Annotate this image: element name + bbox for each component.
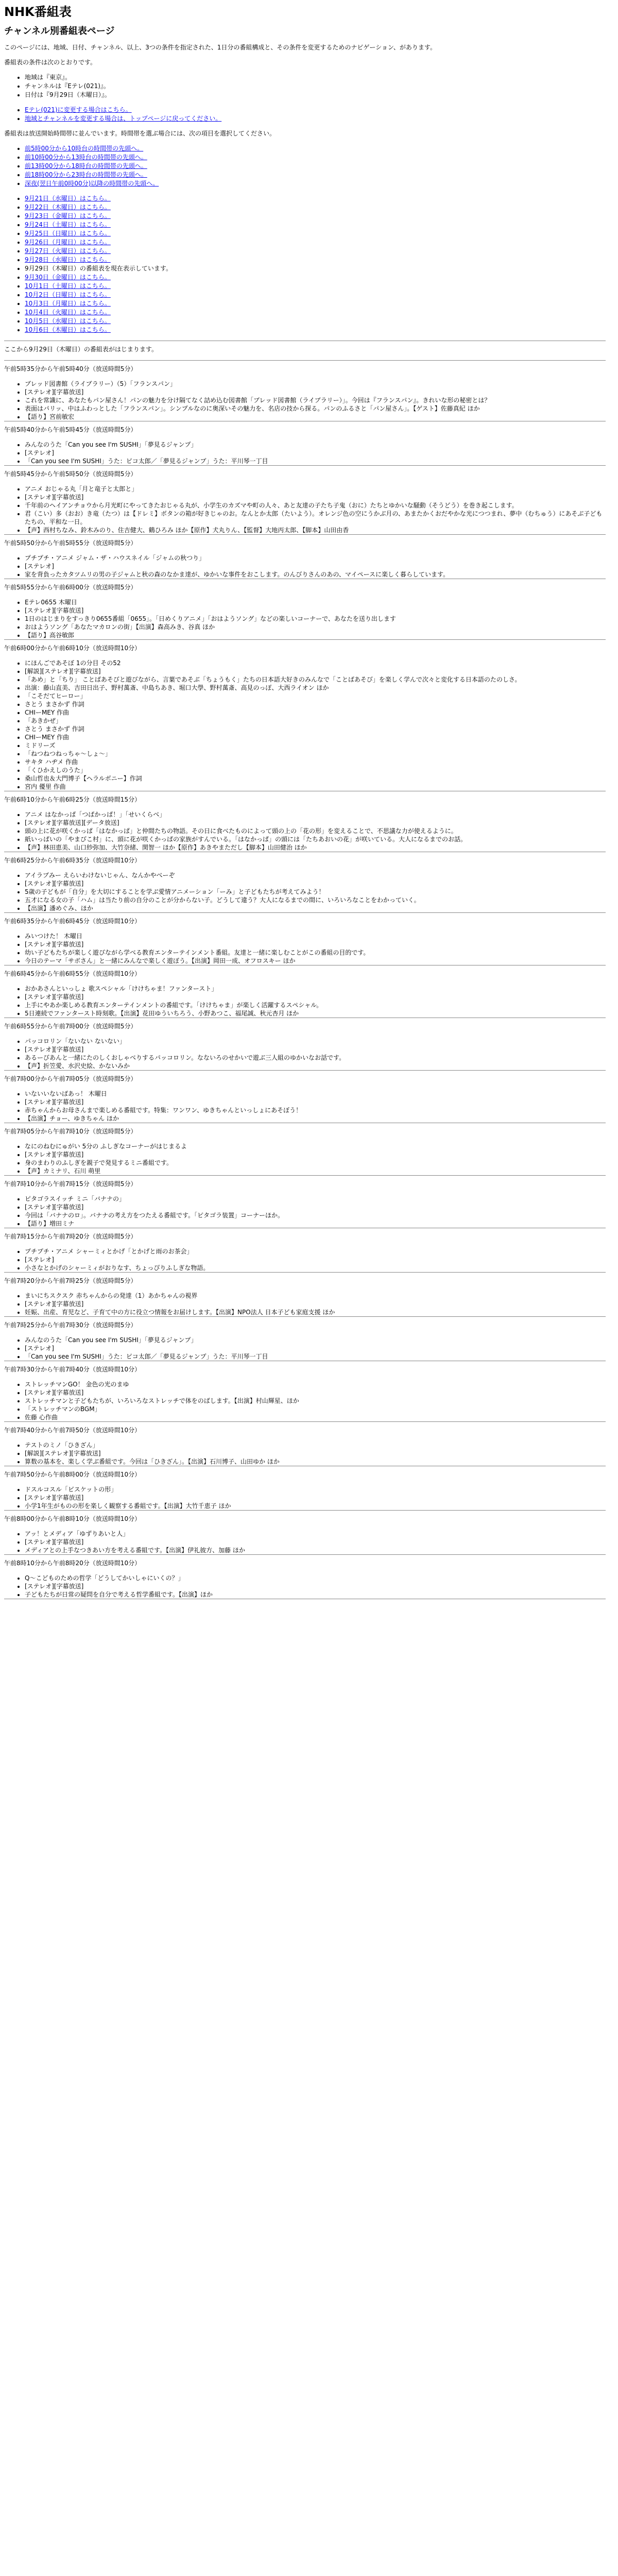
program-title: • おかあさんといっしょ 歌スペシャル「けけちゃま！ファンタースト」: [25, 985, 606, 993]
program-detail: • 小学1年生がものの形を楽しく観察する番組です。【出演】大竹千恵子 ほか: [25, 1502, 606, 1510]
condition-item: [25, 73, 606, 82]
program-title: • ピタゴラスイッチ ミニ「バナナの」: [25, 1195, 606, 1203]
divider: [4, 465, 606, 466]
program-details: [4, 440, 606, 465]
program-detail: • [ステレオ][字幕放送]: [25, 606, 606, 615]
program-time: 午前8時10分から午前8時20分（放送時間10分）: [4, 1560, 141, 1567]
date-links-list: [4, 194, 606, 334]
program-title: • みんなのうた「Can you see I'm SUSHI」「夢見るジャンプ」: [25, 1336, 606, 1344]
date-link[interactable]: 10月4日（火曜日）はこちら。: [25, 309, 111, 316]
program: [4, 1365, 606, 1422]
program-detail: • 妊娠、出産、育児など、子育て中の方に役立つ情報をお届けします。【出演】NPO法人 日本子ども家庭支援 ほか: [25, 1308, 606, 1316]
program-detail: • 【語り】宮前敏宏: [25, 413, 606, 421]
program-detail: • 算数の基本を、楽しく学ぶ番組です。今回は「ひきざん」。【出演】石川博子、山田ゆか ほか: [25, 1458, 606, 1466]
program-detail: • 幼い子どもたちが楽しく遊びながら学べる教育エンターテインメント番組。友達と一緒に楽しむことがこの番組の目的です。: [25, 948, 606, 957]
program-detail: • 1日のはじまりをすっきり0655番組「0655」。「日めくりアニメ」「おはようソング」などの楽しいコーナーで、あなたを送り出します: [25, 615, 606, 623]
program-detail: • 「こそだてヒーロー」: [25, 692, 606, 700]
page-intro: このページには、地域、日付、チャンネル、以上、3つの条件を指定された、1日分の番組構成と、その条件を変更するためのナビゲーション、があります。: [4, 44, 436, 51]
program-detail: • 「ストレッチマンのBGM」: [25, 1405, 606, 1413]
program-detail: • 表面はパリッ、中はふわっとした「フランスパン」。シンプルなのに奥深いその魅力を、名店の技から探る。パンのふるさと「パン屋さん」。【ゲスト】佐藤真紀 ほか: [25, 404, 606, 413]
program-details: [4, 485, 606, 534]
date-link[interactable]: 9月24日（土曜日）はこちら。: [25, 221, 111, 228]
program-details: [4, 985, 606, 1018]
program-time: 午前5時55分から午前6時00分（放送時間5分）: [4, 584, 137, 591]
program-detail: • さとう まさかず 作詞: [25, 725, 606, 733]
date-link[interactable]: 9月25日（日曜日）はこちら。: [25, 230, 111, 237]
date-item: [25, 247, 606, 256]
program-details: [4, 659, 606, 791]
program-details: [4, 1530, 606, 1554]
program-details: [4, 871, 606, 912]
program-detail: • 赤ちゃんからお母さんまで楽しめる番組です。特集：ワンワン、ゆきちゃんといっしょにあそぼう！: [25, 1106, 606, 1114]
program-detail: • 家を背負ったカタツムリの男の子ジャムと秋の森のなかま達が、ゆかいな事件をおこします。のんびりさんのあの、マイペースに楽しく暮らしています。: [25, 570, 606, 579]
program: [4, 1515, 606, 1555]
program-title: • まいにちスクスク 赤ちゃんからの発達（1）あかちゃんの視界: [25, 1292, 606, 1300]
date-item: [25, 273, 606, 282]
program-detail: • [ステレオ][字幕放送]: [25, 493, 606, 501]
program-details: [4, 932, 606, 965]
date-link[interactable]: 9月26日（月曜日）はこちら。: [25, 239, 111, 246]
program-title: • ブレッド図書館（ライブラリー）（5）「フランスパン」: [25, 380, 606, 388]
date-link[interactable]: 9月21日（水曜日）はこちら。: [25, 195, 111, 202]
program-detail: • CHIーMEY 作曲: [25, 733, 606, 741]
program-detail: • [ステレオ][字幕放送]: [25, 993, 606, 1001]
program-detail: • 宮内 優里 作曲: [25, 783, 606, 791]
program-details: [4, 1247, 606, 1272]
change-links-list: [4, 106, 606, 123]
time-slot-link[interactable]: 深夜(翌日午前0時00分)以降の時間帯の先頭へ。: [25, 180, 159, 187]
change-link[interactable]: Eテレ(021)に変更する場合はこちら。: [25, 106, 132, 113]
program-detail: • これを常識に、あなたもパン屋さん！パンの魅力を分け隔てなく詰め込む図書館「ブレッド図書館（ライブラリー）」。今回は『フランスパン』。きれいな形の秘密とは？: [25, 396, 606, 404]
date-item: [25, 299, 606, 308]
date-link[interactable]: 9月28日（水曜日）はこちら。: [25, 256, 111, 263]
program: [4, 917, 606, 965]
date-item: [25, 221, 606, 229]
program-details: [4, 1441, 606, 1466]
site-title: NHK番組表: [4, 5, 72, 19]
program-detail: • [ステレオ][字幕放送]: [25, 879, 606, 888]
time-slot-item: [25, 144, 606, 153]
program-detail: • [解説][ステレオ][字幕放送]: [25, 667, 606, 675]
program-detail: • [ステレオ][字幕放送]: [25, 1203, 606, 1211]
schedule-start: ここから9月29日（木曜日）の番組表がはじまります。: [4, 346, 158, 353]
program-detail: • あるーびあんと一緒にたのしくおしゃべりするパッコロリン。なないろのせかいで遊ぶ三人組のゆかいなお話です。: [25, 1054, 606, 1062]
program-details: [4, 380, 606, 421]
program-detail: • [ステレオ]: [25, 1344, 606, 1352]
program-list: [4, 365, 606, 1599]
program-title: • アイラブみー えらいわけないじゃん、なんかやべーぞ: [25, 871, 606, 879]
program: [4, 1232, 606, 1273]
divider: [4, 639, 606, 640]
program-time: 午前7時25分から午前7時30分（放送時間5分）: [4, 1321, 137, 1329]
time-slot-item: [25, 171, 606, 179]
divider: [4, 1421, 606, 1422]
program: [4, 426, 606, 466]
program: [4, 1277, 606, 1317]
program-detail: • 【語り】増田ミナ: [25, 1219, 606, 1228]
program-title: • なにのねむにゅがい 5分の ふしぎなコーナーがはじまるよ: [25, 1142, 606, 1150]
program-details: [4, 598, 606, 639]
program-detail: • 千年前のヘイアンチョウから月光町にやってきたおじゃる丸が、小学生のカズマや町の人々、あと友達の子たち子鬼（おに）たちとゆかいな騒動（そうどう）を巻き起こします。: [25, 501, 606, 510]
divider: [4, 912, 606, 913]
program-title: • いないいないばあっ！ 木曜日: [25, 1090, 606, 1098]
program-title: • にほんごであそぼ 1の分目 その52: [25, 659, 606, 667]
program-details: [4, 1485, 606, 1510]
program-detail: • 【出演】潘めぐみ、ほか: [25, 904, 606, 912]
program-detail: • 【声】西村ちなみ、鈴木みのり、住吉健大、鶴ひろみ ほか【原作】犬丸りん、【監督】大地丙太郎、【脚本】山田由香: [25, 526, 606, 534]
program-detail: • [ステレオ]: [25, 1256, 606, 1264]
date-item: [25, 238, 606, 247]
program: [4, 856, 606, 913]
program-detail: • [ステレオ][字幕放送]: [25, 1582, 606, 1590]
program: [4, 1559, 606, 1599]
program-detail: • [ステレオ][字幕放送]: [25, 1098, 606, 1106]
divider: [4, 1175, 606, 1176]
program-detail: • 【語り】高谷敏郎: [25, 631, 606, 639]
program-detail: • [ステレオ][字幕放送]: [25, 1494, 606, 1502]
program-detail: • 五才になる女の子「ハム」は当たり前の自分のことが分からない子。どうして違う？大人になるまでの間に、いろいろなことをわかっていく。: [25, 896, 606, 904]
program-title: • プチプチ・アニメ シャーミィとかげ「とかげと雨のお茶会」: [25, 1247, 606, 1256]
divider: [4, 360, 606, 361]
date-link[interactable]: 10月1日（土曜日）はこちら。: [25, 282, 111, 290]
date-item: [25, 291, 606, 299]
program-time: 午前6時45分から午前6時55分（放送時間10分）: [4, 970, 141, 977]
program-detail: • 子どもたちが日常の疑問を自分で考える哲学番組です。【出演】ほか: [25, 1590, 606, 1599]
program-time: 午前7時05分から午前7時10分（放送時間5分）: [4, 1128, 137, 1135]
date-item: [25, 203, 606, 212]
divider: [4, 1272, 606, 1273]
program-title: • アニメ はなかっぱ「つばかっぱ！」「せいくらべ」: [25, 810, 606, 819]
program-title: • プチプチ・アニメ ジャム・ザ・ハウスネイル「ジャムの秋つり」: [25, 554, 606, 562]
program-detail: • 君（こい）多（おお）き竜（たつ）は【ドレミ】ボタンの箱が好きじゃのお。なんとか太郎（たいよう）。オレンジ色の空にうかぶ月の、あまたかくおだやかな光につつまれ、夢中（むちゅう）にあそぶ子どもたちの、平和な一日。: [25, 510, 606, 526]
program-detail: • [ステレオ][字幕放送]: [25, 388, 606, 396]
conditions-list: [4, 73, 606, 99]
program-detail: • さとう まさかず 作詞: [25, 700, 606, 708]
program-details: [4, 1090, 606, 1123]
date-item: [25, 194, 606, 203]
program-time: 午前6時55分から午前7時00分（放送時間5分）: [4, 1023, 137, 1030]
condition-item: [25, 91, 606, 99]
divider: [4, 1510, 606, 1511]
program-detail: • 小さなとかげのシャーミィがおりなす、ちょっぴりふしぎな物語。: [25, 1264, 606, 1272]
program-detail: • 5歳の子どもが「自分」を大切にすることを学ぶ愛情アニメーション「ーみ」と子どもたちが考えてみよう！: [25, 888, 606, 896]
time-slot-link[interactable]: 前10時00分から13時台の時間帯の先頭へ。: [25, 154, 147, 161]
condition-text: チャンネルは『Eテレ(021)』。: [25, 82, 110, 90]
program-details: [4, 554, 606, 579]
program: [4, 1426, 606, 1466]
date-link[interactable]: 9月27日（火曜日）はこちら。: [25, 247, 111, 255]
conditions-label: 番組表の条件は次のとおりです。: [4, 59, 97, 66]
page-heading: チャンネル別番組表ページ: [4, 26, 115, 37]
program-detail: • 今日のテーマ「サボさん」と一緒にみんなで楽しく遊ぼう。【出演】岡田一成、オフロスキー ほか: [25, 957, 606, 965]
program-detail: • CHIーMEY 作曲: [25, 708, 606, 717]
program-time: 午前7時00分から午前7時05分（放送時間5分）: [4, 1075, 137, 1082]
program-detail: • 【声】カミナリ、石川 萌里: [25, 1167, 606, 1175]
change-item: [25, 114, 606, 123]
date-item: [25, 282, 606, 291]
program: [4, 539, 606, 579]
program-details: [4, 1195, 606, 1228]
program-detail: • 【声】林田恵美、山口紗弥加、大竹奈緒、関智一 ほか【原作】あきやまただし【脚本】山田健治 ほか: [25, 843, 606, 852]
program-details: [4, 1574, 606, 1599]
program-detail: • 今回は「バナナのロ」。バナナの考え方をつたえる番組です。「ピタゴラ装置」コーナーほか。: [25, 1211, 606, 1219]
program-detail: • メディアとの上手なつきあい方を考える番組です。【出演】伊礼彼方、加藤 ほか: [25, 1546, 606, 1554]
program-details: [4, 810, 606, 852]
date-item: [25, 212, 606, 221]
program-time: 午前5時45分から午前5時50分（放送時間5分）: [4, 470, 137, 478]
time-slot-item: [25, 179, 606, 188]
program-title: • みんなのうた「Can you see I'm SUSHI」「夢見るジャンプ」: [25, 440, 606, 449]
program-title: • みいつけた！ 木曜日: [25, 932, 606, 940]
program-time: 午前7時15分から午前7時20分（放送時間5分）: [4, 1233, 137, 1240]
program-title: • Eテレ0655 木曜日: [25, 598, 606, 606]
time-links-list: [4, 144, 606, 188]
program-details: [4, 1336, 606, 1361]
program-detail: • [ステレオ][字幕放送]: [25, 1388, 606, 1397]
program: [4, 365, 606, 421]
change-link[interactable]: 地域とチャンネルを変更する場合は、トップページに戻ってください。: [25, 115, 222, 122]
program-time: 午前6時10分から午前6時25分（放送時間15分）: [4, 796, 141, 803]
program: [4, 795, 606, 852]
date-link[interactable]: 10月3日（月曜日）はこちら。: [25, 300, 111, 307]
date-link[interactable]: 10月5日（水曜日）はこちら。: [25, 317, 111, 325]
program-time: 午前5時50分から午前5時55分（放送時間5分）: [4, 539, 137, 547]
date-text: 9月29日（木曜日）の番組表を現在表示しています。: [25, 265, 172, 272]
time-slot-link[interactable]: 前13時00分から18時台の時間帯の先頭へ。: [25, 162, 147, 170]
program: [4, 1321, 606, 1361]
program-detail: • ミドリーズ: [25, 741, 606, 750]
divider: [4, 1316, 606, 1317]
program-title: • ドスルコスル「ビスケットの形」: [25, 1485, 606, 1494]
program-time: 午前5時40分から午前5時45分（放送時間5分）: [4, 426, 137, 433]
program-detail: • おはようソング「あなたマカロンの街」【出演】森高みき、谷真 ほか: [25, 623, 606, 631]
date-item: [25, 308, 606, 317]
program-detail: • 紙いっぱいの「やまびこ村」に、頭に花が咲くかっぱの家族がすんでいる。「はなかっぱ」の頭には「たちあおいの花」が咲いている。大人になるまでのお話。: [25, 835, 606, 843]
program-detail: • 5日連続でファンタースト時刻歌。【出演】花田ゆういちろう、小野あつこ、福尾誠、秋元杏月 ほか: [25, 1009, 606, 1018]
date-link[interactable]: 10月2日（日曜日）はこちら。: [25, 291, 111, 298]
program-detail: • [ステレオ][字幕放送]: [25, 1150, 606, 1159]
program-detail: • 「くひかえしのうた」: [25, 766, 606, 774]
condition-item: [25, 82, 606, 91]
program-detail: • 佐藤 心作曲: [25, 1413, 606, 1421]
program: [4, 470, 606, 535]
program: [4, 644, 606, 791]
program-time: 午前8時00分から午前8時10分（放送時間10分）: [4, 1515, 141, 1522]
program: [4, 583, 606, 640]
date-item: [25, 256, 606, 264]
program-time: 午前7時50分から午前8時00分（放送時間10分）: [4, 1471, 141, 1478]
program: [4, 1470, 606, 1511]
program-detail: • 【声】折笠愛、水沢史絵、かないみか: [25, 1062, 606, 1070]
program: [4, 1022, 606, 1071]
program-title: • ストレッチマンGO！ 金色の光のまゆ: [25, 1380, 606, 1388]
program-title: • アッ！とメディア「ゆずりあいと人」: [25, 1530, 606, 1538]
program-detail: • [ステレオ]: [25, 449, 606, 457]
program-title: • パッコロリン「ないない ないない」: [25, 1037, 606, 1045]
date-link[interactable]: 9月23日（金曜日）はこちら。: [25, 212, 111, 219]
date-link[interactable]: 10月6日（木曜日）はこちら。: [25, 326, 111, 333]
program-time: 午前7時40分から午前7時50分（放送時間10分）: [4, 1427, 141, 1434]
program-time: 午前7時30分から午前7時40分（放送時間10分）: [4, 1366, 141, 1373]
program-detail: • 桑山哲也＆大門博子【ヘラルボニー】作詞: [25, 774, 606, 783]
time-slot-item: [25, 153, 606, 162]
program-detail: • [ステレオ]: [25, 562, 606, 570]
date-item: [25, 229, 606, 238]
condition-text: 日付は『9月29日（木曜日）』。: [25, 91, 111, 98]
time-slot-item: [25, 162, 606, 171]
program-detail: • 身のまわりのふしぎを親子で発見するミニ番組です。: [25, 1159, 606, 1167]
program: [4, 970, 606, 1018]
program-detail: • 上手にやあか楽しめる教育エンターテインメントの番組です。「けけちゃま」が楽しく活躍するスペシャル。: [25, 1001, 606, 1009]
program: [4, 1075, 606, 1123]
program-details: [4, 1380, 606, 1421]
program-detail: • [ステレオ][字幕放送]: [25, 1538, 606, 1546]
program-detail: • 「ねつねつねっちゃ〜しょ〜」: [25, 750, 606, 758]
divider: [4, 1554, 606, 1555]
program-time: 午前5時35分から午前5時40分（放送時間5分）: [4, 365, 137, 372]
program-detail: • 「Can you see I'm SUSHI」うた：ピコ太郎／「夢見るジャンプ」うた：平川琴一丁目: [25, 457, 606, 465]
program-detail: • 頭の上に花が咲くかっぱ「はなかっぱ」と仲間たちの物語。その日に食べたものによって頭の上の「花の形」を変えることで、不思議な力が使えるように。: [25, 827, 606, 835]
program-time: 午前6時35分から午前6時45分（放送時間10分）: [4, 918, 141, 925]
program-detail: • [ステレオ][字幕放送]: [25, 1045, 606, 1054]
program-detail: • 【出演】チョー、ゆきちゃん ほか: [25, 1114, 606, 1123]
program-detail: • [解説][ステレオ][字幕放送]: [25, 1449, 606, 1458]
program-time: 午前6時25分から午前6時35分（放送時間10分）: [4, 857, 141, 864]
divider: [4, 534, 606, 535]
program-detail: • 出演：藤山直美、吉田日出子、野村萬斎、中島ちあき、堀口大學、野村萬斎、高見のっぽ、大西ライオン ほか: [25, 684, 606, 692]
program-detail: • [ステレオ][字幕放送][データ放送]: [25, 819, 606, 827]
program-details: [4, 1142, 606, 1175]
program-title: • Q〜こどものための哲学「どうしてかいしゃにいくの？」: [25, 1574, 606, 1582]
time-slot-link[interactable]: 前18時00分から23時台の時間帯の先頭へ。: [25, 171, 147, 178]
change-item: [25, 106, 606, 114]
program: [4, 1127, 606, 1176]
program-detail: • 「あきかぜ」: [25, 717, 606, 725]
condition-text: 地域は『東京』。: [25, 74, 72, 81]
program-detail: • サキタ ハヂメ 作曲: [25, 758, 606, 766]
program: [4, 1180, 606, 1228]
program-title: • アニメ おじゃる丸「月と竜子と太郎と」: [25, 485, 606, 493]
date-link[interactable]: 9月22日（木曜日）はこちら。: [25, 204, 111, 211]
program-details: [4, 1292, 606, 1316]
program-detail: • [ステレオ][字幕放送]: [25, 940, 606, 948]
program-title: • テストのミノ「ひきざん」: [25, 1441, 606, 1449]
program-detail: • ストレッチマンと子どもたちが、いろいろなストレッチで体をのばします。【出演】村山輝星、ほか: [25, 1397, 606, 1405]
date-link[interactable]: 9月30日（金曜日）はこちら。: [25, 274, 111, 281]
time-nav-label: 番組表は放送開始時間帯に並んでいます。時間帯を選ぶ場合には、次の項目を選択してください。: [4, 130, 276, 137]
program-time: 午前7時20分から午前7時25分（放送時間5分）: [4, 1277, 137, 1284]
date-item: [25, 326, 606, 334]
date-item: [25, 264, 606, 273]
program-time: 午前7時10分から午前7時15分（放送時間5分）: [4, 1180, 137, 1188]
program-detail: • [ステレオ][字幕放送]: [25, 1300, 606, 1308]
date-item: [25, 317, 606, 326]
time-slot-link[interactable]: 前5時00分から10時台の時間帯の先頭へ。: [25, 145, 144, 152]
program-details: [4, 1037, 606, 1070]
program-detail: • 「あめ」と「ちり」 ことばあそびと遊びながら、言葉であそぶ「ちょうもく」たちの日本語大好きのみんなで「ことばあそび」を楽しく学んで次々と変化する日本語のたのしさ。: [25, 675, 606, 684]
divider: [4, 1070, 606, 1071]
program-time: 午前6時00分から午前6時10分（放送時間10分）: [4, 645, 141, 652]
program-detail: • 「Can you see I'm SUSHI」うた：ピコ太郎／「夢見るジャンプ」うた：平川琴一丁目: [25, 1352, 606, 1361]
